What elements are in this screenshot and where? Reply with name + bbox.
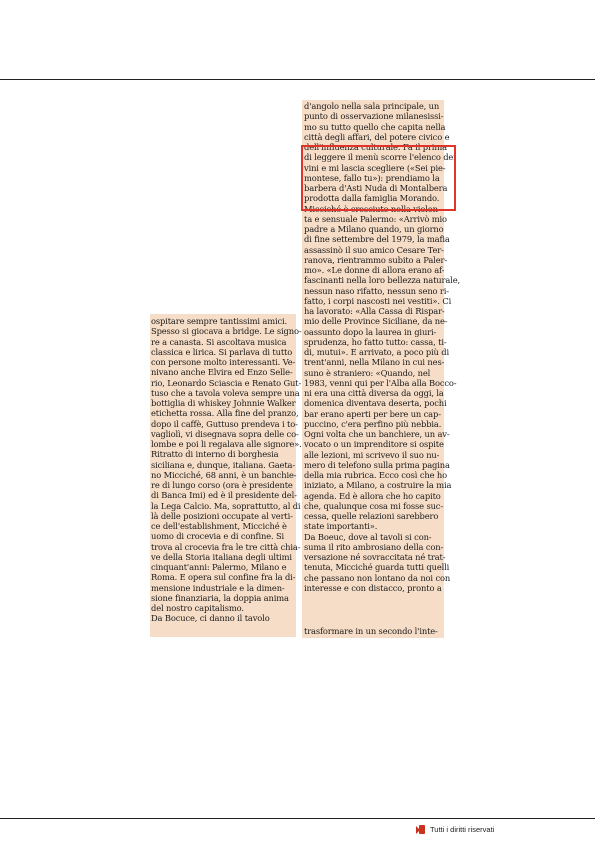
article-line: Da Bocuce, ci danno il tavolo xyxy=(151,613,270,624)
article-line: là delle posizioni occupate al verti- xyxy=(151,510,293,521)
article-line: versazione né sovraccitata né trat- xyxy=(304,552,446,562)
article-line: etichetta rossa. Alla fine del pranzo, xyxy=(151,408,299,419)
article-line: oassunto dopo la laurea in giuri- xyxy=(304,326,437,337)
article-line: montese, fallo tu»): prendiamo la xyxy=(304,172,440,183)
article-line: che passano non lontano da noi con xyxy=(304,572,451,583)
article-line: di leggere il menù scorre l'elenco dei xyxy=(304,152,456,163)
article-line: iniziato, a Milano, a costruire la mia xyxy=(304,480,452,491)
article-line: ha lavorato: «Alla Cassa di Rispar- xyxy=(304,306,445,316)
article-line: re a canasta. Si ascoltava musica xyxy=(151,336,287,347)
article-line: ce dell'establishment, Micciché è xyxy=(151,521,287,531)
article-line: state importanti». xyxy=(304,521,378,532)
article-line: vagliolì, vi disegnava sopra delle co- xyxy=(151,428,299,439)
article-line: d'angolo nella sala principale, un xyxy=(304,101,440,111)
article-line: padre a Milano quando, un giorno xyxy=(304,224,444,234)
article-line: Spesso si giocava a bridge. Le signo- xyxy=(151,326,302,337)
article-line: la Lega Calcio. Ma, soprattutto, al di xyxy=(151,500,301,511)
article-line: sione finanziaria, la doppia anima xyxy=(151,592,289,603)
article-line: mio delle Province Siciliane, da ne- xyxy=(304,316,448,327)
article-line: interesse e con distacco, pronto a xyxy=(304,582,442,593)
article-line: cessa, quelle relazioni sarebbero xyxy=(304,511,439,521)
article-line: mo su tutto quello che capita nella xyxy=(304,121,446,132)
article-line: barbera d'Asti Nuda di Montalbera xyxy=(304,183,448,193)
article-line: rio, Leonardo Sciascia e Renato Gut- xyxy=(151,377,302,388)
article-line: puccino, c'era perfino più nebbia. xyxy=(304,418,442,429)
article-line: agenda. Ed è allora che ho capito xyxy=(304,490,441,501)
article-line: uomo di crocevia e di confine. Si xyxy=(151,531,285,542)
article-line: siciliana e, dunque, italiana. Gaeta- xyxy=(151,459,296,470)
article-line: di Banca Imi) ed è il presidente del- xyxy=(151,490,297,501)
article-line: Ritratto di interno di borghesia xyxy=(151,449,279,460)
article-line: città degli affari, del potere civico e xyxy=(304,131,450,142)
article-line: domenica diventava deserta, pochi xyxy=(304,398,447,409)
article-line: no Micciché, 68 anni, è un banchie- xyxy=(151,469,297,480)
footer xyxy=(416,825,494,834)
article-line: fascinanti nella loro bellezza naturale, xyxy=(304,275,460,286)
article-line: prodotta dalla famiglia Morando. xyxy=(304,193,440,204)
article-line: che, qualunque cosa mi fosse suc- xyxy=(304,500,444,511)
article-line: re di lungo corso (ora è presidente xyxy=(151,480,293,490)
article-line: suma il rito ambrosiano della con- xyxy=(304,541,444,552)
article-line: Roma. E opera sul confine fra la di- xyxy=(151,572,296,583)
bottom-rule xyxy=(0,818,595,819)
article-line: ni era una città diversa da oggi, la xyxy=(304,388,444,398)
article-line: fatto, i corpi nascosti nei vestiti». Ci xyxy=(304,295,452,306)
article-line: bottiglia di whiskey Johnnie Walker xyxy=(151,398,296,408)
article-line: nivano anche Elvira ed Enzo Selle- xyxy=(151,367,293,378)
article-line: lombe e poi li regalava alle signore». xyxy=(151,439,302,449)
article-line: vocato o un imprenditore si ospite xyxy=(304,439,444,450)
article-line: dell'influenza culturale. Fa il prima xyxy=(304,142,447,152)
article-line: tenuta, Micciché guarda tutti quelli xyxy=(304,562,450,573)
top-rule xyxy=(0,79,595,80)
article-line: 1983, venni qui per l'Alba alla Bocco- xyxy=(304,377,457,388)
article-line: nessun naso rifatto, nessun seno ri- xyxy=(304,285,449,296)
highlight-box xyxy=(301,145,456,211)
article-line: di, mutui». E arrivato, a poco più di xyxy=(304,347,449,357)
publisher-logo-icon xyxy=(416,825,425,834)
article-line: con persone molto interessanti. Ve- xyxy=(151,357,296,367)
article-line: tuso che a tavola voleva sempre una xyxy=(151,387,300,398)
article-line: ta e sensuale Palermo: «Arrivò mio xyxy=(304,213,447,224)
article-line: trasformare in un secondo l'inte- xyxy=(304,626,438,636)
article-line: suno è straniero: «Quando, nel xyxy=(304,367,431,378)
article-line: vini e mi lascia scegliere («Sei pie- xyxy=(304,162,446,173)
article-line: del nostro capitalismo. xyxy=(151,603,244,613)
article-line: Ogni volta che un banchiere, un av- xyxy=(304,429,450,439)
rights-notice: Tutti i diritti riservati xyxy=(430,825,495,834)
article-line: ranova, rientrammo subito a Paler- xyxy=(304,254,447,265)
article-line: dopo il caffè, Guttuso prendeva i to- xyxy=(151,418,298,429)
right-column-continuation xyxy=(304,626,438,636)
article-line: classica e lirica. Si parlava di tutto xyxy=(151,346,293,357)
article-line: Micciché è cresciuto nella violen- xyxy=(304,203,441,214)
article-line: trent'anni, nella Milano in cui nes- xyxy=(304,357,445,368)
article-line: assassinò il suo amico Cesare Ter- xyxy=(304,244,444,255)
article-line: mo». «Le donne di allora erano af- xyxy=(304,265,445,275)
article-line: ve della Storia italiana degli ultimi xyxy=(151,551,292,562)
article-line: punto di osservazione milanesissi- xyxy=(304,111,444,122)
article-line: mensione industriale e la dimen- xyxy=(151,582,285,593)
article-line: ospitare sempre tantissimi amici. xyxy=(151,316,288,326)
article-line: della mia rubrica. Ecco così che ho xyxy=(304,470,447,480)
article-line: Da Boeuc, dove al tavoli si con- xyxy=(304,531,432,542)
article-line: mero di telefono sulla prima pagina xyxy=(304,459,450,470)
article-line: alle lezioni, mi scrivevo il suo nu- xyxy=(304,449,440,460)
article-line: cinquant'anni: Palermo, Milano e xyxy=(151,562,287,572)
left-column-text xyxy=(151,316,302,624)
article-line: trova al crocevia fra le tre città chia- xyxy=(151,541,301,552)
article-line: sprudenza, ho fatto tutto: cassa, ti- xyxy=(304,336,447,347)
article-line: bar erano aperti per bere un cap- xyxy=(304,408,441,419)
article-line: di fine settembre del 1979, la mafia xyxy=(304,234,450,245)
